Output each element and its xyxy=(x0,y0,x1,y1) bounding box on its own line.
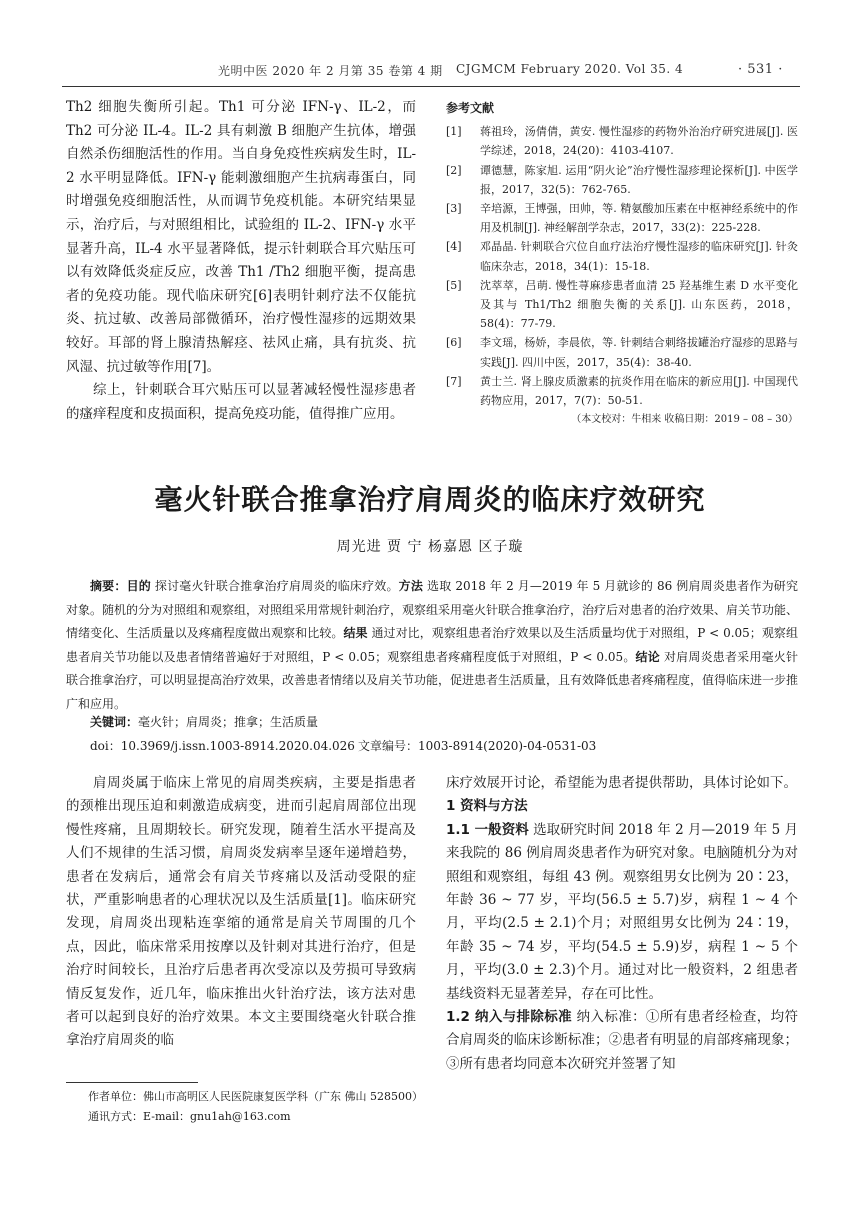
reference-item xyxy=(446,333,798,371)
body-right-column xyxy=(446,772,798,1076)
results-text: 通过对比，观察组患者治疗效果以及生活质量均优于对照组，P < 0.05；观察组患者肩关节功能以及患者情绪普遍好于对照组，P < 0.05；观察组患者疼痛程度低于对照组，P < 0.05。 xyxy=(66,626,798,664)
keywords xyxy=(90,713,318,730)
reference-item xyxy=(446,199,798,237)
methods-text: 选取 2018 年 2 月—2019 年 5 月就诊的 86 例肩周炎患者作为研究对象。随机的分为对照组和观察组，对照组采用常规针刺治疗，观察组采用毫火针联合推拿治疗，治疗后对患者的治疗效果、肩关节功能、情绪变化、生活质量以及疼痛程度做出观察和比较。 xyxy=(66,579,799,640)
reference-text: 沈萃萃，吕萌. 慢性荨麻疹患者血清 25 羟基维生素 D 水平变化及其与 Th1/Th2 细胞失衡的关系[J]. 山东医药，2018，58(4)：77-79. xyxy=(480,278,798,331)
methods-label: 方法 xyxy=(398,579,424,593)
reference-text: 辛培源，王博强，田帅，等. 精氨酸加压素在中枢神经系统中的作用及机制[J]. 神经解剖学杂志，2017，33(2)：225-228. xyxy=(480,202,798,235)
reference-text: 邓晶晶. 针刺联合穴位自血疗法治疗慢性湿疹的临床研究[J]. 针灸临床杂志，2018，34(1)：15-18. xyxy=(480,240,798,273)
page-number: · 531 · xyxy=(738,62,783,77)
abstract-label: 摘要： xyxy=(90,579,127,593)
conclusion-label: 结论 xyxy=(635,649,660,664)
results-label: 结果 xyxy=(343,626,368,640)
previous-article-column xyxy=(66,96,416,426)
keywords-label: 关键词： xyxy=(90,715,139,729)
subsection-text: 纳入标准：①所有患者经检查，均符合肩周炎的临床诊断标准；②患者有明显的肩部疼痛现象；③所有患者均同意本次研究并签署了知 xyxy=(446,1009,798,1072)
reference-number: [5] xyxy=(446,278,462,292)
reference-item xyxy=(446,122,798,160)
reference-item xyxy=(446,237,798,275)
reference-item xyxy=(446,372,798,410)
reference-number: [2] xyxy=(446,163,462,177)
editor-note: （本文校对：牛相来 收稿日期：2019 – 08 – 30） xyxy=(571,414,798,426)
objective-label: 目的 xyxy=(126,579,151,593)
article-number: 文章编号：1003-8914(2020)-04-0531-03 xyxy=(358,739,597,753)
reference-number: [4] xyxy=(446,240,462,254)
references-title: 参考文献 xyxy=(446,101,495,115)
abstract xyxy=(66,575,798,716)
subsection-heading: 1.1 一般资料 xyxy=(446,821,529,838)
conclusion-text: 对肩周炎患者采用毫火针联合推拿治疗，可以明显提高治疗效果，改善患者情绪以及肩关节功能，促进患者生活质量，且有效降低患者疼痛程度，值得临床进一步推广和应用。 xyxy=(66,649,799,711)
body-paragraph: 肩周炎属于临床上常见的肩周类疾病，主要是指患者的颈椎出现压迫和刺激造成病变，进而引起肩周部位出现慢性疼痛，且周期较长。研究发现，随着生活水平提高及人们不规律的生活习惯，肩周炎发病率呈逐年递增趋势，患者在发病后，通常会有肩关节疼痛以及活动受限的症状，严重影响患者的心理状况以及生活质量[1]。临床研究发现，肩周炎出现粘连挛缩的通常是肩关节周围的几个点，因此，临床常采用按摩以及针刺对其进行治疗，但是治疗时间较长，且治疗后患者再次受凉以及劳损可导致病情反复发作，近几年，临床推出火针治疗法，该方法对患者可以起到良好的治疗效果。本文主要围绕毫火针联合推拿治疗肩周炎的临 xyxy=(66,775,416,1049)
reference-number: [6] xyxy=(446,336,462,350)
body-paragraph-continued: 床疗效展开讨论，希望能为患者提供帮助，具体讨论如下。 xyxy=(446,775,797,791)
reference-item xyxy=(446,276,798,334)
header-rule xyxy=(62,86,800,87)
author-affiliation: 作者单位：佛山市高明区人民医院康复医学科（广东 佛山 528500） xyxy=(88,1090,423,1103)
references-section xyxy=(446,99,798,429)
reference-number: [7] xyxy=(446,374,462,388)
reference-item xyxy=(446,161,798,199)
body-left-column xyxy=(66,772,416,1053)
reference-number: [3] xyxy=(446,202,462,216)
previous-article-paragraph: Th2 细胞失衡所引起。Th1 可分泌 IFN-γ、IL-2，而 Th2 可分泌 IL-4。IL-2 具有刺激 B 细胞产生抗体，增强自然杀伤细胞活性的作用。当自身免疫性疾病发生时，IL-2 水平明显降低。IFN-γ 能刺激细胞产生抗病毒蛋白，同时增强免疫细胞活性，从而调节免疫机能。本研究结果显示，治疗后，与对照组相比，试验组的 IL-2、IFN-γ 水平显著升高，IL-4 水平显著降低，提示针刺联合耳穴贴压可以有效降低炎症反应，改善 Th1 /Th2 细胞平衡，提高患者的免疫功能。现代临床研究[6]表明针刺疗法不仅能抗炎、抗过敏、改善局部微循环，治疗慢性湿疹的远期效果较好。耳部的肾上腺清热解痉、祛风止痛，具有抗炎、抗风湿、抗过敏等作用[7]。 xyxy=(66,99,416,375)
reference-text: 蒋祖玲，汤倩倩，黄安. 慢性湿疹的药物外治治疗研究进展[J]. 医学综述，2018，24(20)：4103-4107. xyxy=(480,125,798,158)
footnote-rule xyxy=(66,1082,198,1083)
doi: doi：10.3969/j.issn.1003-8914.2020.04.026 xyxy=(90,739,355,753)
previous-article-conclusion: 综上，针刺联合耳穴贴压可以显著减轻慢性湿疹患者的瘙痒程度和皮损面积，提高免疫功能，值得推广应用。 xyxy=(66,382,416,422)
keywords-text: 毫火针；肩周炎；推拿；生活质量 xyxy=(138,715,319,729)
reference-number: [1] xyxy=(446,125,462,139)
reference-text: 谭德慧，陈家旭. 运用“阴火论”治疗慢性湿疹理论探析[J]. 中医学报，2017，32(5)：762-765. xyxy=(480,163,798,196)
contact-info: 通讯方式：E-mail：gnu1ah@163.com xyxy=(88,1110,291,1123)
reference-text: 李文瑶，杨娇，李晨依，等. 针刺结合刺络拔罐治疗湿疹的思路与实践[J]. 四川中医，2017，35(4)：38-40. xyxy=(480,336,798,369)
subsection-heading: 1.2 纳入与排除标准 xyxy=(446,1009,572,1026)
running-header-journal-cn: 光明中医 2020 年 2 月第 35 卷第 4 期 xyxy=(218,64,443,78)
objective-text: 探讨毫火针联合推拿治疗肩周炎的临床疗效。 xyxy=(150,579,399,593)
article-title: 毫火针联合推拿治疗肩周炎的临床疗效研究 xyxy=(154,483,706,516)
reference-text: 黄士兰. 肾上腺皮质激素的抗炎作用在临床的新应用[J]. 中国现代药物应用，2017，7(7)：50-51. xyxy=(480,374,798,408)
running-header-journal-en: CJGMCM February 2020. Vol 35. 4 xyxy=(456,62,684,76)
article-authors: 周光进 贾 宁 杨嘉恩 区子璇 xyxy=(336,539,524,555)
subsection-text: 选取研究时间 2018 年 2 月—2019 年 5 月来我院的 86 例肩周炎患者作为研究对象。电脑随机分为对照组和观察组，每组 43 例。观察组男女比例为 20∶23，年龄 36 ~ 77 岁，平均(56.5 ± 5.7)岁，病程 1 ~ 4 个月，平均(2.5 ± 2.1)个月；对照组男女比例为 24∶19，年龄 35 ~ 74 岁，平均(54.5 ± 5.9)岁，病程 1 ~ 5 个月，平均(3.0 ± 2.3)个月。通过对比一般资料，2 组患者基线资料无显著差异，存在可比性。 xyxy=(446,821,798,1002)
section-heading: 1 资料与方法 xyxy=(446,798,528,815)
